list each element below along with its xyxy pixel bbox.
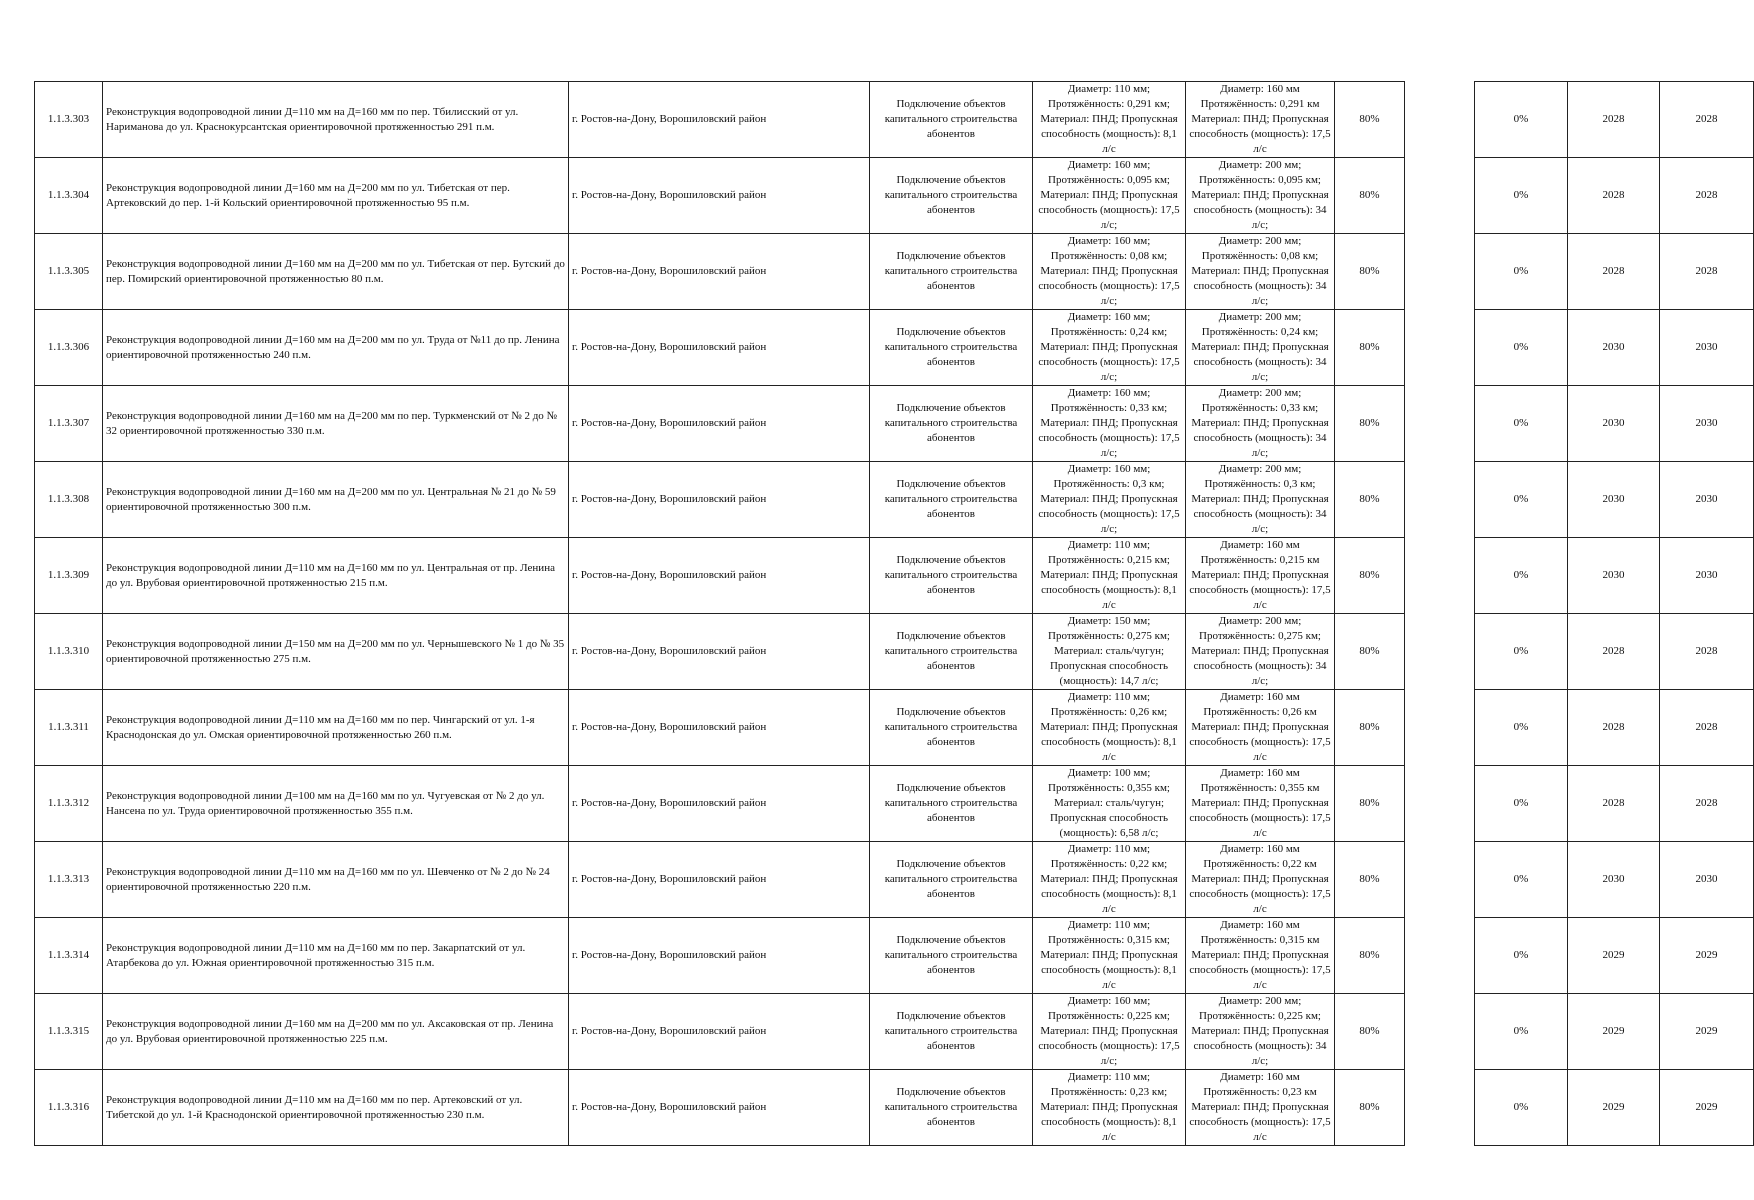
- percent-after-cell: 0%: [1475, 614, 1568, 690]
- start-year-cell: 2028: [1568, 690, 1660, 766]
- end-year-cell: 2028: [1660, 766, 1754, 842]
- table-row: [35, 386, 1754, 462]
- spec-before-cell: Диаметр: 160 мм; Протяжённость: 0,33 км; Материал: ПНД; Пропускная способность (мощность): 17,5 л/с;: [1033, 386, 1186, 462]
- empty-gap-cell: [1405, 158, 1475, 234]
- spec-after-cell: Диаметр: 200 мм; Протяжённость: 0,3 км; Материал: ПНД; Пропускная способность (мощность): 34 л/с;: [1186, 462, 1335, 538]
- spec-before-cell: Диаметр: 160 мм; Протяжённость: 0,24 км; Материал: ПНД; Пропускная способность (мощность): 17,5 л/с;: [1033, 310, 1186, 386]
- percent-after-cell: 0%: [1475, 310, 1568, 386]
- project-number-cell: 1.1.3.313: [35, 842, 103, 918]
- percent-wear-cell: 80%: [1335, 614, 1405, 690]
- location-cell: г. Ростов-на-Дону, Ворошиловский район: [569, 234, 870, 310]
- percent-wear-cell: 80%: [1335, 386, 1405, 462]
- end-year-cell: 2028: [1660, 158, 1754, 234]
- percent-wear-cell: 80%: [1335, 234, 1405, 310]
- location-cell: г. Ростов-на-Дону, Ворошиловский район: [569, 994, 870, 1070]
- project-title-cell: Реконструкция водопроводной линии Д=110 мм на Д=160 мм по пер. Закарпатский от ул. Атарбекова до ул. Южная ориентировочной протяженностью 315 п.м.: [103, 918, 569, 994]
- spec-before-cell: Диаметр: 110 мм; Протяжённость: 0,23 км; Материал: ПНД; Пропускная способность (мощность): 8,1 л/с: [1033, 1070, 1186, 1146]
- table-row: [35, 994, 1754, 1070]
- spec-after-cell: Диаметр: 200 мм; Протяжённость: 0,08 км; Материал: ПНД; Пропускная способность (мощность): 34 л/с;: [1186, 234, 1335, 310]
- project-number-cell: 1.1.3.309: [35, 538, 103, 614]
- project-number-cell: 1.1.3.308: [35, 462, 103, 538]
- purpose-cell: Подключение объектов капитального строительства абонентов: [870, 462, 1033, 538]
- project-title-cell: Реконструкция водопроводной линии Д=150 мм на Д=200 мм по ул. Чернышевского № 1 до № 35 ориентировочной протяженностью 275 п.м.: [103, 614, 569, 690]
- project-number-cell: 1.1.3.305: [35, 234, 103, 310]
- empty-gap-cell: [1405, 1070, 1475, 1146]
- table-row: [35, 234, 1754, 310]
- percent-wear-cell: 80%: [1335, 994, 1405, 1070]
- table-row: [35, 462, 1754, 538]
- table-row: [35, 1070, 1754, 1146]
- spec-before-cell: Диаметр: 110 мм; Протяжённость: 0,22 км; Материал: ПНД; Пропускная способность (мощность): 8,1 л/с: [1033, 842, 1186, 918]
- percent-wear-cell: 80%: [1335, 462, 1405, 538]
- start-year-cell: 2030: [1568, 538, 1660, 614]
- project-title-cell: Реконструкция водопроводной линии Д=110 мм на Д=160 мм по ул. Центральная от пр. Ленина до ул. Врубовая ориентировочной протяженностью 215 п.м.: [103, 538, 569, 614]
- location-cell: г. Ростов-на-Дону, Ворошиловский район: [569, 82, 870, 158]
- percent-after-cell: 0%: [1475, 82, 1568, 158]
- percent-after-cell: 0%: [1475, 234, 1568, 310]
- spec-after-cell: Диаметр: 200 мм; Протяжённость: 0,095 км; Материал: ПНД; Пропускная способность (мощность): 34 л/с;: [1186, 158, 1335, 234]
- empty-gap-cell: [1405, 462, 1475, 538]
- end-year-cell: 2028: [1660, 690, 1754, 766]
- end-year-cell: 2028: [1660, 234, 1754, 310]
- percent-wear-cell: 80%: [1335, 690, 1405, 766]
- purpose-cell: Подключение объектов капитального строительства абонентов: [870, 690, 1033, 766]
- start-year-cell: 2030: [1568, 310, 1660, 386]
- project-title-cell: Реконструкция водопроводной линии Д=160 мм на Д=200 мм по ул. Тибетская от пер. Бутский до пер. Помирский ориентировочной протяженностью 80 п.м.: [103, 234, 569, 310]
- project-number-cell: 1.1.3.316: [35, 1070, 103, 1146]
- end-year-cell: 2030: [1660, 842, 1754, 918]
- spec-after-cell: Диаметр: 160 мм Протяжённость: 0,215 км Материал: ПНД; Пропускная способность (мощность): 17,5 л/с: [1186, 538, 1335, 614]
- spec-after-cell: Диаметр: 200 мм; Протяжённость: 0,24 км; Материал: ПНД; Пропускная способность (мощность): 34 л/с;: [1186, 310, 1335, 386]
- purpose-cell: Подключение объектов капитального строительства абонентов: [870, 82, 1033, 158]
- end-year-cell: 2029: [1660, 994, 1754, 1070]
- location-cell: г. Ростов-на-Дону, Ворошиловский район: [569, 918, 870, 994]
- end-year-cell: 2030: [1660, 462, 1754, 538]
- percent-wear-cell: 80%: [1335, 538, 1405, 614]
- percent-after-cell: 0%: [1475, 918, 1568, 994]
- table-row: [35, 538, 1754, 614]
- empty-gap-cell: [1405, 994, 1475, 1070]
- empty-gap-cell: [1405, 310, 1475, 386]
- percent-after-cell: 0%: [1475, 842, 1568, 918]
- project-number-cell: 1.1.3.310: [35, 614, 103, 690]
- project-title-cell: Реконструкция водопроводной линии Д=160 мм на Д=200 мм по ул. Труда от №11 до пр. Ленина ориентировочной протяженностью 240 п.м.: [103, 310, 569, 386]
- location-cell: г. Ростов-на-Дону, Ворошиловский район: [569, 842, 870, 918]
- spec-after-cell: Диаметр: 200 мм; Протяжённость: 0,225 км; Материал: ПНД; Пропускная способность (мощность): 34 л/с;: [1186, 994, 1335, 1070]
- location-cell: г. Ростов-на-Дону, Ворошиловский район: [569, 614, 870, 690]
- project-title-cell: Реконструкция водопроводной линии Д=110 мм на Д=160 мм по ул. Шевченко от № 2 до № 24 ориентировочной протяженностью 220 п.м.: [103, 842, 569, 918]
- start-year-cell: 2030: [1568, 842, 1660, 918]
- purpose-cell: Подключение объектов капитального строительства абонентов: [870, 918, 1033, 994]
- project-number-cell: 1.1.3.306: [35, 310, 103, 386]
- spec-before-cell: Диаметр: 110 мм; Протяжённость: 0,215 км; Материал: ПНД; Пропускная способность (мощность): 8,1 л/с: [1033, 538, 1186, 614]
- percent-wear-cell: 80%: [1335, 842, 1405, 918]
- table-row: [35, 158, 1754, 234]
- spec-after-cell: Диаметр: 200 мм; Протяжённость: 0,33 км; Материал: ПНД; Пропускная способность (мощность): 34 л/с;: [1186, 386, 1335, 462]
- start-year-cell: 2028: [1568, 766, 1660, 842]
- project-title-cell: Реконструкция водопроводной линии Д=110 мм на Д=160 мм по пер. Чингарский от ул. 1-я Краснодонская до ул. Омская ориентировочной протяженностью 260 п.м.: [103, 690, 569, 766]
- percent-after-cell: 0%: [1475, 538, 1568, 614]
- percent-after-cell: 0%: [1475, 158, 1568, 234]
- percent-wear-cell: 80%: [1335, 82, 1405, 158]
- project-title-cell: Реконструкция водопроводной линии Д=110 мм на Д=160 мм по пер. Артековский от ул. Тибетской до ул. 1-й Краснодонской ориентировочной протяженностью 230 п.м.: [103, 1070, 569, 1146]
- location-cell: г. Ростов-на-Дону, Ворошиловский район: [569, 158, 870, 234]
- empty-gap-cell: [1405, 690, 1475, 766]
- project-title-cell: Реконструкция водопроводной линии Д=160 мм на Д=200 мм по ул. Аксаковская от пр. Ленина до ул. Врубовая ориентировочной протяженностью 225 п.м.: [103, 994, 569, 1070]
- percent-wear-cell: 80%: [1335, 158, 1405, 234]
- project-title-cell: Реконструкция водопроводной линии Д=110 мм на Д=160 мм по пер. Тбилисский от ул. Нариманова до ул. Краснокурсантская ориентировочной протяженностью 291 п.м.: [103, 82, 569, 158]
- start-year-cell: 2028: [1568, 158, 1660, 234]
- purpose-cell: Подключение объектов капитального строительства абонентов: [870, 310, 1033, 386]
- spec-after-cell: Диаметр: 160 мм Протяжённость: 0,23 км Материал: ПНД; Пропускная способность (мощность): 17,5 л/с: [1186, 1070, 1335, 1146]
- spec-before-cell: Диаметр: 160 мм; Протяжённость: 0,08 км; Материал: ПНД; Пропускная способность (мощность): 17,5 л/с;: [1033, 234, 1186, 310]
- project-number-cell: 1.1.3.304: [35, 158, 103, 234]
- purpose-cell: Подключение объектов капитального строительства абонентов: [870, 842, 1033, 918]
- table-row: [35, 82, 1754, 158]
- percent-after-cell: 0%: [1475, 462, 1568, 538]
- empty-gap-cell: [1405, 234, 1475, 310]
- start-year-cell: 2028: [1568, 82, 1660, 158]
- location-cell: г. Ростов-на-Дону, Ворошиловский район: [569, 766, 870, 842]
- project-number-cell: 1.1.3.312: [35, 766, 103, 842]
- purpose-cell: Подключение объектов капитального строительства абонентов: [870, 1070, 1033, 1146]
- spec-before-cell: Диаметр: 150 мм; Протяжённость: 0,275 км; Материал: сталь/чугун; Пропускная способность (мощность): 14,7 л/с;: [1033, 614, 1186, 690]
- spec-after-cell: Диаметр: 160 мм Протяжённость: 0,22 км Материал: ПНД; Пропускная способность (мощность): 17,5 л/с: [1186, 842, 1335, 918]
- start-year-cell: 2030: [1568, 462, 1660, 538]
- end-year-cell: 2029: [1660, 1070, 1754, 1146]
- purpose-cell: Подключение объектов капитального строительства абонентов: [870, 386, 1033, 462]
- table-body: [35, 82, 1754, 1146]
- project-number-cell: 1.1.3.314: [35, 918, 103, 994]
- percent-after-cell: 0%: [1475, 386, 1568, 462]
- end-year-cell: 2028: [1660, 82, 1754, 158]
- end-year-cell: 2030: [1660, 538, 1754, 614]
- spec-before-cell: Диаметр: 110 мм; Протяжённость: 0,291 км; Материал: ПНД; Пропускная способность (мощность): 8,1 л/с: [1033, 82, 1186, 158]
- spec-before-cell: Диаметр: 160 мм; Протяжённость: 0,095 км; Материал: ПНД; Пропускная способность (мощность): 17,5 л/с;: [1033, 158, 1186, 234]
- end-year-cell: 2029: [1660, 918, 1754, 994]
- end-year-cell: 2030: [1660, 310, 1754, 386]
- empty-gap-cell: [1405, 82, 1475, 158]
- project-title-cell: Реконструкция водопроводной линии Д=160 мм на Д=200 мм по ул. Тибетская от пер. Артековский до пер. 1-й Кольский ориентировочной протяженностью 95 п.м.: [103, 158, 569, 234]
- empty-gap-cell: [1405, 538, 1475, 614]
- start-year-cell: 2028: [1568, 234, 1660, 310]
- spec-after-cell: Диаметр: 200 мм; Протяжённость: 0,275 км; Материал: ПНД; Пропускная способность (мощность): 34 л/с;: [1186, 614, 1335, 690]
- project-title-cell: Реконструкция водопроводной линии Д=160 мм на Д=200 мм по ул. Центральная № 21 до № 59 ориентировочной протяженностью 300 п.м.: [103, 462, 569, 538]
- empty-gap-cell: [1405, 386, 1475, 462]
- spec-before-cell: Диаметр: 160 мм; Протяжённость: 0,225 км; Материал: ПНД; Пропускная способность (мощность): 17,5 л/с;: [1033, 994, 1186, 1070]
- percent-after-cell: 0%: [1475, 994, 1568, 1070]
- table-row: [35, 842, 1754, 918]
- end-year-cell: 2030: [1660, 386, 1754, 462]
- empty-gap-cell: [1405, 614, 1475, 690]
- location-cell: г. Ростов-на-Дону, Ворошиловский район: [569, 538, 870, 614]
- spec-before-cell: Диаметр: 110 мм; Протяжённость: 0,315 км; Материал: ПНД; Пропускная способность (мощность): 8,1 л/с: [1033, 918, 1186, 994]
- purpose-cell: Подключение объектов капитального строительства абонентов: [870, 766, 1033, 842]
- percent-wear-cell: 80%: [1335, 1070, 1405, 1146]
- start-year-cell: 2028: [1568, 614, 1660, 690]
- spec-after-cell: Диаметр: 160 мм Протяжённость: 0,26 км Материал: ПНД; Пропускная способность (мощность): 17,5 л/с: [1186, 690, 1335, 766]
- purpose-cell: Подключение объектов капитального строительства абонентов: [870, 234, 1033, 310]
- spec-after-cell: Диаметр: 160 мм Протяжённость: 0,315 км Материал: ПНД; Пропускная способность (мощность): 17,5 л/с: [1186, 918, 1335, 994]
- location-cell: г. Ростов-на-Дону, Ворошиловский район: [569, 690, 870, 766]
- project-number-cell: 1.1.3.303: [35, 82, 103, 158]
- location-cell: г. Ростов-на-Дону, Ворошиловский район: [569, 462, 870, 538]
- investment-program-table: [34, 81, 1754, 1146]
- spec-after-cell: Диаметр: 160 мм Протяжённость: 0,355 км Материал: ПНД; Пропускная способность (мощность): 17,5 л/с: [1186, 766, 1335, 842]
- empty-gap-cell: [1405, 842, 1475, 918]
- percent-wear-cell: 80%: [1335, 918, 1405, 994]
- spec-before-cell: Диаметр: 110 мм; Протяжённость: 0,26 км; Материал: ПНД; Пропускная способность (мощность): 8,1 л/с: [1033, 690, 1186, 766]
- project-title-cell: Реконструкция водопроводной линии Д=100 мм на Д=160 мм по ул. Чугуевская от № 2 до ул. Нансена по ул. Труда ориентировочной протяженностью 355 п.м.: [103, 766, 569, 842]
- empty-gap-cell: [1405, 918, 1475, 994]
- project-number-cell: 1.1.3.315: [35, 994, 103, 1070]
- table-row: [35, 766, 1754, 842]
- percent-after-cell: 0%: [1475, 1070, 1568, 1146]
- purpose-cell: Подключение объектов капитального строительства абонентов: [870, 158, 1033, 234]
- project-number-cell: 1.1.3.311: [35, 690, 103, 766]
- start-year-cell: 2029: [1568, 918, 1660, 994]
- table-row: [35, 614, 1754, 690]
- percent-after-cell: 0%: [1475, 766, 1568, 842]
- end-year-cell: 2028: [1660, 614, 1754, 690]
- project-title-cell: Реконструкция водопроводной линии Д=160 мм на Д=200 мм по пер. Туркменский от № 2 до № 32 ориентировочной протяженностью 330 п.м.: [103, 386, 569, 462]
- spec-before-cell: Диаметр: 100 мм; Протяжённость: 0,355 км; Материал: сталь/чугун; Пропускная способность (мощность): 6,58 л/с;: [1033, 766, 1186, 842]
- start-year-cell: 2029: [1568, 994, 1660, 1070]
- percent-after-cell: 0%: [1475, 690, 1568, 766]
- table-row: [35, 310, 1754, 386]
- spec-after-cell: Диаметр: 160 мм Протяжённость: 0,291 км Материал: ПНД; Пропускная способность (мощность): 17,5 л/с: [1186, 82, 1335, 158]
- location-cell: г. Ростов-на-Дону, Ворошиловский район: [569, 1070, 870, 1146]
- table-row: [35, 690, 1754, 766]
- location-cell: г. Ростов-на-Дону, Ворошиловский район: [569, 386, 870, 462]
- purpose-cell: Подключение объектов капитального строительства абонентов: [870, 994, 1033, 1070]
- purpose-cell: Подключение объектов капитального строительства абонентов: [870, 538, 1033, 614]
- percent-wear-cell: 80%: [1335, 310, 1405, 386]
- project-number-cell: 1.1.3.307: [35, 386, 103, 462]
- table-row: [35, 918, 1754, 994]
- spec-before-cell: Диаметр: 160 мм; Протяжённость: 0,3 км; Материал: ПНД; Пропускная способность (мощность): 17,5 л/с;: [1033, 462, 1186, 538]
- start-year-cell: 2030: [1568, 386, 1660, 462]
- start-year-cell: 2029: [1568, 1070, 1660, 1146]
- empty-gap-cell: [1405, 766, 1475, 842]
- purpose-cell: Подключение объектов капитального строительства абонентов: [870, 614, 1033, 690]
- location-cell: г. Ростов-на-Дону, Ворошиловский район: [569, 310, 870, 386]
- percent-wear-cell: 80%: [1335, 766, 1405, 842]
